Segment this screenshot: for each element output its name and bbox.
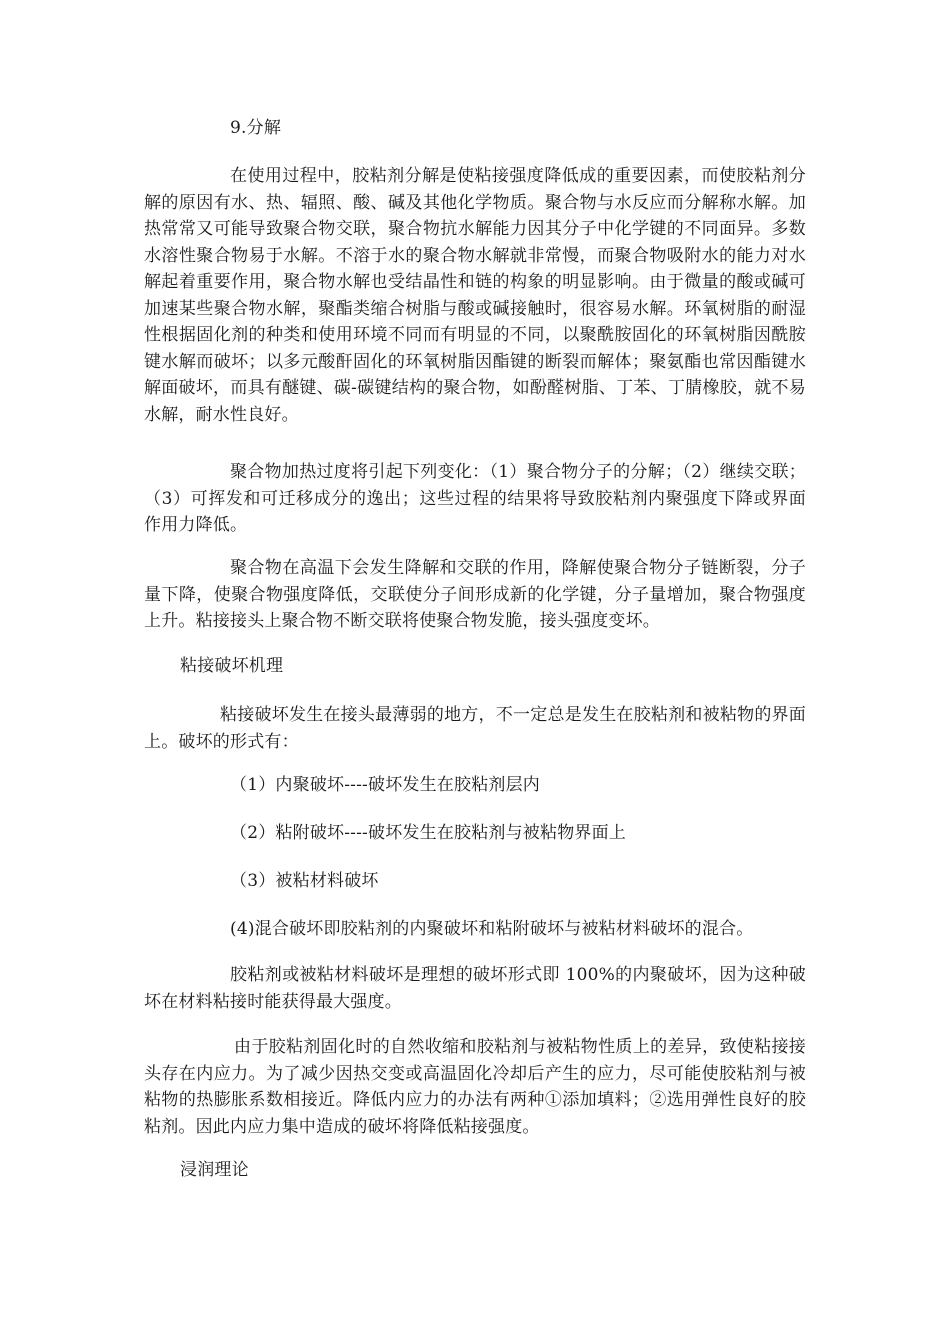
- heading-failure-mechanism: 粘接破坏机理: [180, 656, 284, 676]
- paragraph-failure-forms: 粘接破坏发生在接头最薄弱的地方，不一定总是发生在胶粘剂和被粘物的界面上。破坏的形式有：: [144, 705, 806, 752]
- paragraph-internal-stress: 由于胶粘剂固化时的自然收缩和胶粘剂与被粘物性质上的差异，致使粘接接头存在内应力。为了减少因热交变或高温固化冷却后产生的应力，尽可能使胶粘剂与被粘物的热膨胀系数相接近。降低内应力的办法有两种①添加填料；②选用弹性良好的胶粘剂。因此内应力集中造成的破坏将降低粘接强度。: [144, 1037, 806, 1137]
- list-item-cohesive-failure: （1）内聚破坏----破坏发生在胶粘剂层内: [230, 775, 540, 795]
- paragraph-heating-effects: 聚合物加热过度将引起下列变化：（1）聚合物分子的分解；（2）继续交联；（3）可挥发和可迁移成分的逸出；这些过程的结果将导致胶粘剂内聚强度下降或界面作用力降低。: [144, 462, 806, 535]
- paragraph-decomposition: 在使用过程中，胶粘剂分解是使粘接强度降低成的重要因素，而使胶粘剂分解的原因有水、热、辐照、酸、碱及其他化学物质。聚合物与水反应而分解称水解。加热常常又可能导致聚合物交联，聚合物抗水解能力因其分子中化学键的不同面异。多数水溶性聚合物易于水解。不溶于水的聚合物水解就非常慢，而聚合物吸附水的能力对水解起着重要作用，聚合物水解也受结晶性和链的构象的明显影响。由于微量的酸或碱可加速某些聚合物水解，聚酯类缩合树脂与酸或碱接触时，很容易水解。环氧树脂的耐湿性根据固化剂的种类和使用环境不同而有明显的不同，以聚酰胺固化的环氧树脂因酰胺键水解而破坏；以多元酸酐固化的环氧树脂因酯键的断裂而解体；聚氨酯也常因酯键水解面破坏，而具有醚键、碳-碳键结构的聚合物，如酚醛树脂、丁苯、丁腈橡胶，就不易水解，耐水性良好。: [144, 166, 806, 425]
- section-title: 9.分解: [230, 118, 282, 138]
- list-item-adhesive-failure: （2）粘附破坏----破坏发生在胶粘剂与被粘物界面上: [230, 823, 626, 843]
- list-item-substrate-failure: （3）被粘材料破坏: [230, 871, 379, 891]
- paragraph-ideal-failure: 胶粘剂或被粘材料破坏是理想的破坏形式即 100%的内聚破坏，因为这种破坏在材料粘接时能获得最大强度。: [144, 965, 806, 1012]
- paragraph-degradation: 聚合物在高温下会发生降解和交联的作用，降解使聚合物分子链断裂，分子量下降，使聚合物强度降低，交联使分子间形成新的化学键，分子量增加，聚合物强度上升。粘接接头上聚合物不断交联将使聚合物发脆，接头强度变坏。: [144, 558, 806, 631]
- heading-wetting-theory: 浸润理论: [180, 1160, 249, 1180]
- list-item-mixed-failure: (4)混合破坏即胶粘剂的内聚破坏和粘附破坏与被粘材料破坏的混合。: [230, 919, 754, 939]
